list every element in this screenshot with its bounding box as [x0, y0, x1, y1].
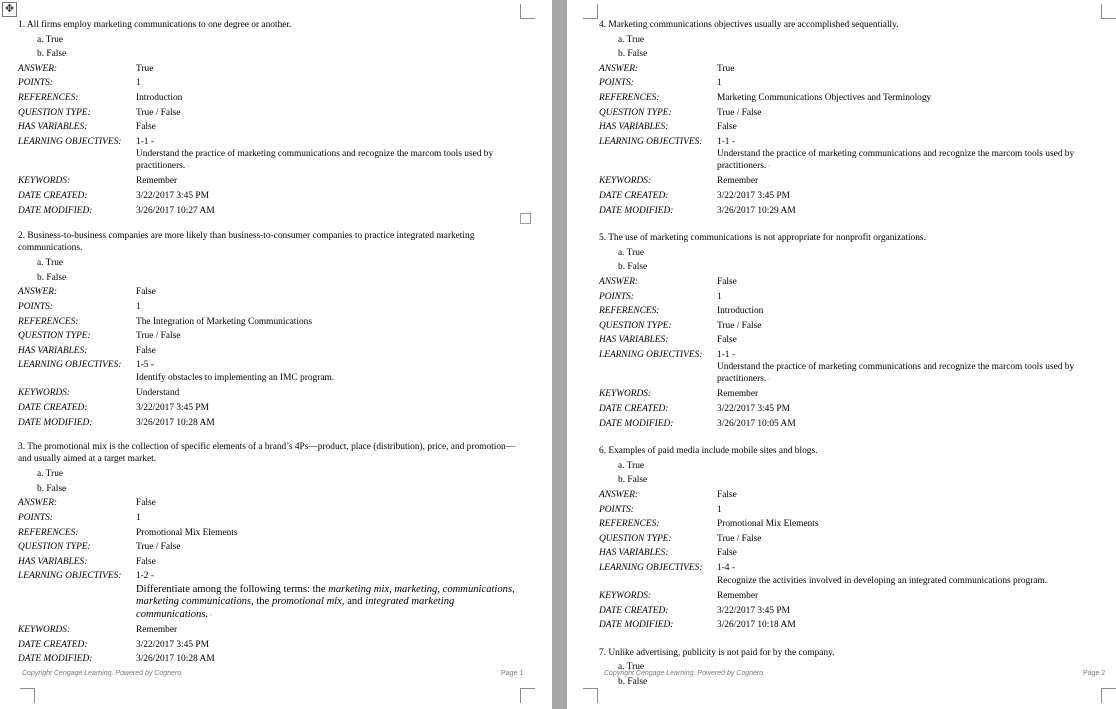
corner-mark-top-right: [520, 4, 535, 19]
corner-mark-bottom-right: [520, 688, 535, 703]
field-value: False: [717, 276, 737, 287]
field-row-answer: [599, 275, 1099, 290]
field-row-question-type: [599, 319, 1099, 334]
field-label: HAS VARIABLES:: [599, 548, 669, 559]
field-value: False: [717, 548, 737, 559]
field-label: POINTS:: [18, 78, 53, 89]
field-label: KEYWORDS:: [18, 625, 71, 636]
field-row-date-created: [599, 189, 1099, 204]
field-row-references: [18, 91, 523, 106]
question-block: [599, 646, 1099, 690]
document-page-1: [0, 0, 552, 709]
field-label: ANSWER:: [18, 287, 58, 298]
question-block: [599, 231, 1099, 431]
field-row-date-created: [599, 402, 1099, 417]
table-move-handle-icon[interactable]: ✥: [2, 2, 17, 17]
question-text: 3. The promotional mix is the collection of specific elements of a brand’s 4Ps—product, place (distribution), price, and promotion—and usually aimed at a target market.: [18, 442, 516, 464]
field-label: HAS VARIABLES:: [599, 335, 669, 346]
field-label: KEYWORDS:: [599, 176, 652, 187]
option-false: b. False: [618, 262, 648, 273]
field-label: HAS VARIABLES:: [599, 122, 669, 133]
field-label: REFERENCES:: [18, 92, 79, 103]
learning-objective-text: Identify obstacles to implementing an IMC program.: [136, 372, 335, 383]
learning-objective-text: Differentiate among the following terms: the marketing mix, marketing, communications, marketing communications, the promotional mix, and integrated marketing communications. ◦: [136, 583, 515, 620]
field-label: POINTS:: [599, 504, 634, 515]
field-value: Remember: [136, 625, 178, 636]
field-value: Marketing Communications Objectives and Terminology: [717, 92, 932, 103]
field-label: DATE CREATED:: [599, 404, 669, 415]
field-label: DATE MODIFIED:: [18, 654, 93, 665]
corner-mark-bottom-left: [20, 688, 35, 703]
field-value: 3/22/2017 3:45 PM: [717, 190, 790, 201]
field-label: ANSWER:: [599, 276, 639, 287]
field-label: QUESTION TYPE:: [599, 533, 672, 544]
field-value: True / False: [717, 107, 762, 118]
field-row-date-modified: [18, 204, 523, 219]
field-value: 3/22/2017 3:45 PM: [717, 605, 790, 616]
field-row-question-type: [599, 532, 1099, 547]
field-row-has-variables: [599, 333, 1099, 348]
learning-objective-text: Recognize the activities involved in developing an integrated communications program.: [717, 575, 1048, 586]
field-label: POINTS:: [599, 78, 634, 89]
field-value: 1: [717, 78, 722, 89]
field-label: ANSWER:: [18, 63, 58, 74]
field-value: 1-1 -: [717, 349, 735, 360]
field-row-answer: [18, 496, 523, 511]
field-label: DATE CREATED:: [18, 402, 88, 413]
field-value: 3/26/2017 10:27 AM: [136, 205, 215, 216]
learning-objective-text: Understand the practice of marketing communications and recognize the marcom tools used by practitioners. ◦: [717, 362, 1075, 384]
field-value: 1: [717, 504, 722, 515]
question-block: [599, 18, 1099, 218]
field-row-date-modified: [599, 204, 1099, 219]
field-label: DATE CREATED:: [599, 605, 669, 616]
field-value: True / False: [717, 320, 762, 331]
field-row-has-variables: [599, 120, 1099, 135]
field-label: QUESTION TYPE:: [599, 107, 672, 118]
field-row-answer: [599, 62, 1099, 77]
field-value: 3/26/2017 10:29 AM: [717, 205, 796, 216]
option-false: b. False: [618, 677, 648, 688]
question-list: [599, 18, 1099, 701]
field-row-has-variables: [599, 546, 1099, 561]
field-value: 3/26/2017 10:05 AM: [717, 418, 796, 429]
field-value: Remember: [136, 176, 178, 187]
field-row-question-type: [599, 106, 1099, 121]
field-label: LEARNING OBJECTIVES:: [599, 136, 703, 147]
field-row-date-modified: [18, 652, 523, 667]
page-number: Page 2: [1083, 670, 1106, 677]
field-label: QUESTION TYPE:: [599, 320, 672, 331]
field-label: QUESTION TYPE:: [18, 542, 91, 553]
page-footer: Copyright Cengage Learning. Powered by Cognero.: [22, 670, 184, 677]
corner-mark-top-left: [583, 4, 598, 19]
field-label: LEARNING OBJECTIVES:: [599, 349, 703, 360]
field-label: REFERENCES:: [599, 92, 660, 103]
field-value: Remember: [717, 389, 759, 400]
option-false: b. False: [618, 49, 648, 60]
field-label: DATE CREATED:: [18, 190, 88, 201]
field-row-learning-objectives: [18, 569, 523, 584]
field-row-question-type: [18, 329, 523, 344]
field-label: QUESTION TYPE:: [18, 107, 91, 118]
field-label: POINTS:: [18, 301, 53, 312]
field-label: HAS VARIABLES:: [18, 122, 88, 133]
field-label: LEARNING OBJECTIVES:: [599, 563, 703, 573]
field-value: 3/22/2017 3:45 PM: [136, 402, 209, 413]
field-row-date-created: [18, 638, 523, 653]
field-row-date-modified: [599, 417, 1099, 432]
field-label: KEYWORDS:: [18, 176, 71, 187]
page-gutter: [552, 0, 567, 709]
field-label: DATE MODIFIED:: [599, 418, 674, 429]
field-row-references: [18, 526, 523, 541]
field-value: 1-5 -: [136, 360, 154, 371]
field-row-has-variables: [18, 120, 523, 135]
field-label: LEARNING OBJECTIVES:: [18, 360, 122, 371]
field-label: ANSWER:: [599, 63, 639, 74]
field-row-points: [599, 76, 1099, 91]
option-false: b. False: [618, 475, 648, 486]
field-row-keywords: [599, 589, 1099, 604]
field-row-points: [18, 300, 523, 315]
field-value: True / False: [136, 107, 181, 118]
field-row-references: [18, 315, 523, 330]
question-text: 6. Examples of paid media include mobile sites and blogs.: [599, 446, 818, 457]
field-row-points: [18, 511, 523, 526]
field-row-date-created: [18, 401, 523, 416]
corner-mark-top-right: [1101, 4, 1116, 19]
question-text: 5. The use of marketing communications is not appropriate for nonprofit organizations.: [599, 233, 926, 244]
option-true: a. True: [618, 662, 645, 673]
field-label: DATE CREATED:: [599, 190, 669, 201]
field-label: DATE MODIFIED:: [18, 205, 93, 216]
field-row-date-modified: [18, 416, 523, 431]
option-true: a. True: [37, 469, 64, 480]
field-value: Promotional Mix Elements: [717, 519, 819, 530]
field-row-date-created: [18, 189, 523, 204]
field-value: 1-2 -: [136, 571, 154, 582]
field-row-has-variables: [18, 555, 523, 570]
field-row-answer: [599, 488, 1099, 503]
field-label: LEARNING OBJECTIVES:: [18, 571, 122, 582]
page-footer: Copyright Cengage Learning. Powered by Cognero.: [604, 670, 766, 677]
field-value: Remember: [717, 591, 759, 602]
question-text: 1. All firms employ marketing communications to one degree or another.: [18, 20, 292, 30]
field-value: 1-1 -: [717, 136, 735, 147]
field-value: Remember: [717, 176, 759, 187]
field-row-question-type: [18, 106, 523, 121]
field-value: 1: [136, 78, 141, 89]
learning-objective-text: Understand the practice of marketing communications and recognize the marcom tools used by practitioners. ◦: [136, 149, 494, 171]
field-label: KEYWORDS:: [599, 591, 652, 602]
field-label: KEYWORDS:: [18, 388, 71, 399]
field-row-keywords: [599, 387, 1099, 402]
field-value: False: [136, 287, 156, 298]
field-label: HAS VARIABLES:: [18, 345, 88, 356]
field-value: False: [136, 122, 156, 133]
field-row-points: [599, 503, 1099, 518]
field-value: Introduction: [136, 92, 183, 103]
field-row-references: [599, 91, 1099, 106]
field-value: True: [717, 63, 735, 74]
page-number: Page 1: [501, 670, 524, 677]
field-value: 1: [717, 291, 722, 302]
field-row-keywords: [18, 386, 523, 401]
field-value: True: [136, 63, 154, 74]
field-value: 1-1 -: [136, 136, 154, 147]
question-text: 2. Business-to-business companies are more likely than business-to-consumer companies to practice integrated marketing communications.: [18, 231, 475, 253]
field-label: ANSWER:: [599, 490, 639, 501]
field-label: DATE CREATED:: [18, 639, 88, 650]
field-label: QUESTION TYPE:: [18, 331, 91, 342]
field-row-keywords: [18, 174, 523, 189]
field-row-keywords: [599, 174, 1099, 189]
field-value: 3/26/2017 10:18 AM: [717, 620, 796, 631]
field-value: Introduction: [717, 306, 764, 317]
field-row-references: [599, 304, 1099, 319]
field-label: REFERENCES:: [18, 527, 79, 538]
field-value: True / False: [136, 331, 181, 342]
field-row-answer: [18, 62, 523, 77]
field-row-date-created: [599, 604, 1099, 619]
field-value: Promotional Mix Elements: [136, 527, 238, 538]
question-block: [599, 444, 1099, 633]
field-row-learning-objectives: [599, 348, 1099, 363]
field-value: True / False: [136, 542, 181, 553]
question-block: [18, 18, 523, 218]
field-value: Understand: [136, 388, 180, 399]
question-list: [18, 18, 523, 678]
field-value: False: [717, 490, 737, 501]
field-row-learning-objectives: [18, 135, 523, 150]
option-true: a. True: [37, 258, 64, 269]
field-value: 1: [136, 512, 141, 523]
field-label: REFERENCES:: [18, 316, 79, 327]
field-value: The Integration of Marketing Communications: [136, 316, 313, 327]
field-value: 3/22/2017 3:45 PM: [136, 190, 209, 201]
field-value: False: [717, 122, 737, 133]
field-label: DATE MODIFIED:: [599, 205, 674, 216]
field-value: False: [136, 556, 156, 567]
corner-mark-bottom-left: [583, 688, 598, 703]
field-value: False: [136, 345, 156, 356]
option-false: b. False: [37, 272, 67, 283]
learning-objective-text: Understand the practice of marketing communications and recognize the marcom tools used by practitioners. ◦: [717, 149, 1075, 171]
field-row-has-variables: [18, 344, 523, 359]
field-value: 3/26/2017 10:28 AM: [136, 654, 215, 665]
field-value: 3/22/2017 3:45 PM: [717, 404, 790, 415]
field-row-points: [18, 76, 523, 91]
field-row-learning-objectives: [599, 561, 1099, 576]
question-block: [18, 442, 523, 667]
field-value: False: [136, 498, 156, 509]
field-row-references: [599, 517, 1099, 532]
field-label: ANSWER:: [18, 498, 58, 509]
field-row-date-modified: [599, 618, 1099, 633]
field-row-answer: [18, 285, 523, 300]
field-label: DATE MODIFIED:: [18, 417, 93, 428]
field-value: False: [717, 335, 737, 346]
field-label: LEARNING OBJECTIVES:: [18, 136, 122, 147]
field-value: 3/26/2017 10:28 AM: [136, 417, 215, 428]
field-row-points: [599, 290, 1099, 305]
field-row-keywords: [18, 623, 523, 638]
field-row-learning-objectives: [599, 135, 1099, 150]
option-false: b. False: [37, 483, 67, 494]
field-label: DATE MODIFIED:: [599, 620, 674, 631]
field-label: REFERENCES:: [599, 519, 660, 530]
option-true: a. True: [618, 34, 645, 45]
field-label: KEYWORDS:: [599, 389, 652, 400]
option-true: a. True: [618, 247, 645, 258]
field-row-question-type: [18, 540, 523, 555]
field-label: HAS VARIABLES:: [18, 556, 88, 567]
option-true: a. True: [618, 460, 645, 471]
question-text: 7. Unlike advertising, publicity is not paid for by the company.: [599, 647, 835, 658]
field-value: 3/22/2017 3:45 PM: [136, 639, 209, 650]
field-value: True / False: [717, 533, 762, 544]
option-false: b. False: [37, 49, 67, 60]
field-value: 1-4 -: [717, 563, 735, 573]
field-label: POINTS:: [599, 291, 634, 302]
field-value: 1: [136, 301, 141, 312]
field-label: POINTS:: [18, 512, 53, 523]
corner-mark-bottom-right: [1101, 688, 1116, 703]
question-block: [18, 231, 523, 430]
document-page-2: [567, 0, 1116, 709]
option-true: a. True: [37, 34, 64, 45]
field-label: REFERENCES:: [599, 306, 660, 317]
field-row-learning-objectives: [18, 358, 523, 373]
question-text: 4. Marketing communications objectives usually are accomplished sequentially.: [599, 20, 899, 30]
